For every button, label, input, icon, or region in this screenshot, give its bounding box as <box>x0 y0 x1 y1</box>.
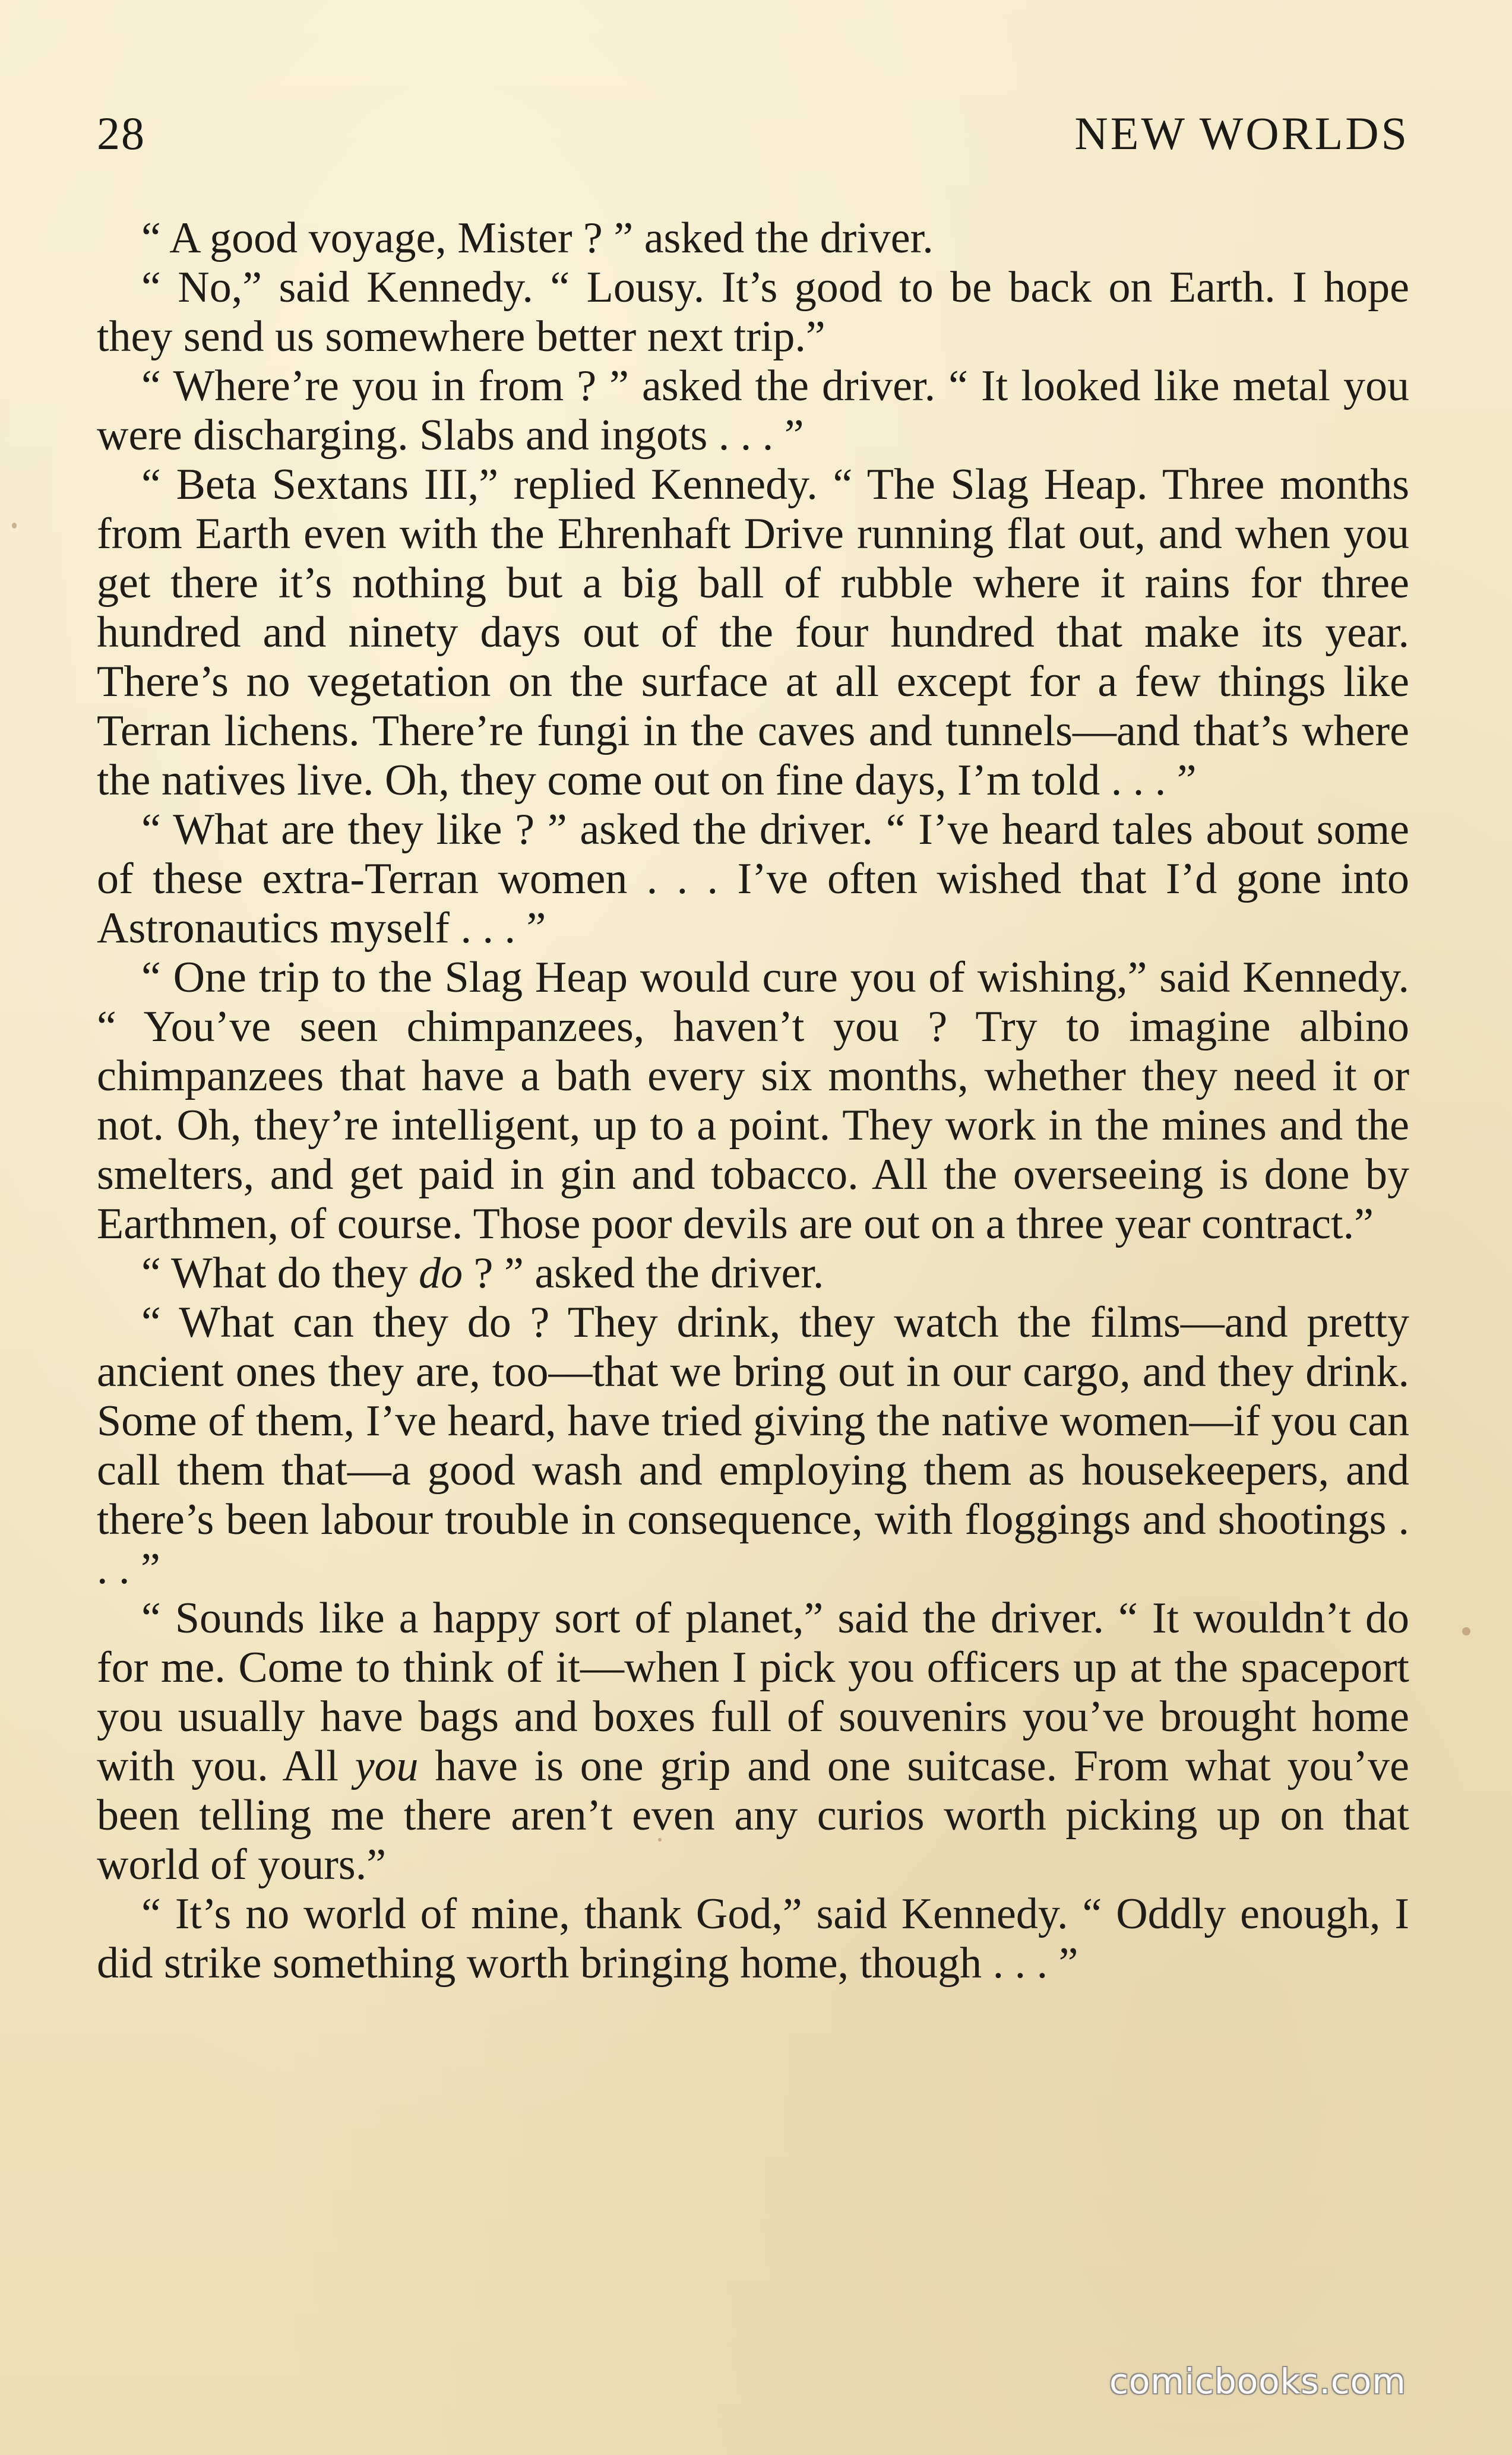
text-run: ? ” asked the driver. <box>463 1249 824 1298</box>
paragraph <box>97 460 1409 805</box>
paragraph <box>97 362 1409 460</box>
paper-speck <box>12 523 17 529</box>
running-head: NEW WORLDS <box>1074 107 1409 159</box>
text-run: have is one grip and one suitcase. From what you’ve been telling me there aren’t even any curios worth picking up on that world of yours.” <box>97 1742 1409 1889</box>
paragraph <box>97 1249 1409 1298</box>
italic-text: do <box>419 1249 463 1298</box>
paper-speck <box>658 1838 662 1842</box>
paragraph <box>97 1298 1409 1594</box>
paper-speck <box>1462 1627 1470 1635</box>
watermark: comicbooks.com <box>1109 2361 1406 2402</box>
text-run: “ What can they do ? They drink, they watch the films—and pretty ancient ones they are, too—that we bring out in our cargo, and they drink. Some of them, I’ve heard, have tried giving the native women—if you can call them that—a good wash and employing them as housekeepers, and there’s been labour trouble in consequence, with floggings and shootings . . . ” <box>97 1298 1409 1593</box>
text-run: “ It’s no world of mine, thank God,” said Kennedy. “ Oddly enough, I did strike something worth bringing home, though . . . ” <box>97 1890 1409 1988</box>
text-run: “ A good voyage, Mister ? ” asked the driver. <box>141 214 934 262</box>
story-text <box>97 214 1409 1988</box>
text-run: “ Beta Sextans III,” replied Kennedy. “ The Slag Heap. Three months from Earth even with the Ehrenhaft Drive running flat out, and when you get there it’s nothing but a big ball of rubble where it rains for three hundred and ninety days out of the four hundred that make its year. There’s no vegetation on the surface at all except for a few things like Terran lichens. There’re fungi in the caves and tunnels—and that’s where the natives live. Oh, they come out on fine days, I’m told . . . ” <box>97 460 1409 805</box>
paragraph <box>97 1890 1409 1988</box>
italic-text: you <box>355 1742 419 1790</box>
text-run: “ One trip to the Slag Heap would cure you of wishing,” said Kennedy. “ You’ve seen chimpanzees, haven’t you ? Try to imagine albino chimpanzees that have a bath every six months, whether they need it or not. Oh, they’re intelligent, up to a point. They work in the mines and the smelters, and get paid in gin and tobacco. All the overseeing is done by Earthmen, of course. Those poor devils are out on a three year contract.” <box>97 953 1409 1248</box>
text-run: “ No,” said Kennedy. “ Lousy. It’s good to be back on Earth. I hope they send us somewhere better next trip.” <box>97 263 1409 361</box>
paragraph <box>97 263 1409 362</box>
paragraph <box>97 805 1409 953</box>
page-header <box>97 107 1409 178</box>
text-run: “ Sounds like a happy sort of planet,” said the driver. “ It wouldn’t do for me. Come to think of it—when I pick you officers up at the spaceport you usually have bags and boxes full of souvenirs you’ve brought home with you. All <box>97 1594 1409 1790</box>
paragraph <box>97 214 1409 263</box>
page-number: 28 <box>97 107 145 159</box>
text-run: “ What are they like ? ” asked the driver. “ I’ve heard tales about some of these extra-Terran women . . . I’ve often wished that I’d gone into Astronautics myself . . . ” <box>97 805 1409 953</box>
text-run: “ Where’re you in from ? ” asked the driver. “ It looked like metal you were discharging. Slabs and ingots . . . ” <box>97 362 1409 460</box>
paragraph <box>97 1594 1409 1890</box>
paragraph <box>97 953 1409 1249</box>
text-run: “ What do they <box>141 1249 419 1298</box>
